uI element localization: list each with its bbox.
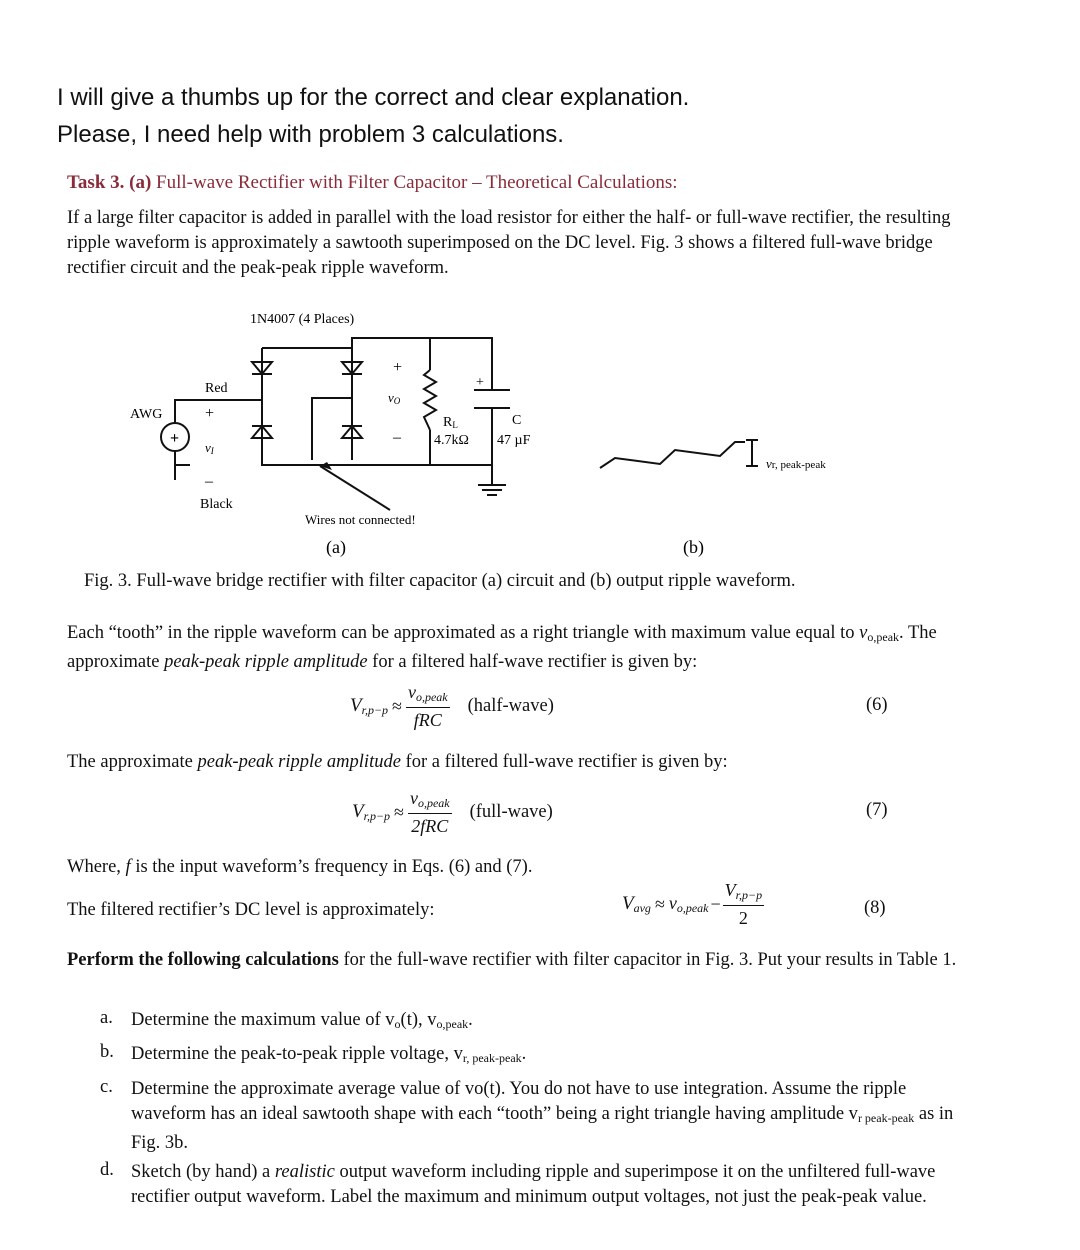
circuit-figure	[0, 290, 1080, 570]
ripple-paragraph: Each “tooth” in the ripple waveform can be approximated as a right triangle with maximum value equal to $v_{o,peak}$. The approximate peak-peak ripple amplitude for a filtered half-wave rectifier is given by:	[67, 623, 937, 672]
task-label: Task 3. (a)	[67, 172, 152, 193]
perform-paragraph: Perform the following calculations for the full-wave rectifier with filter capacitor in Fig. 3. Put your results in Table 1.	[67, 950, 957, 970]
subfigure-a-label: (a)	[326, 537, 346, 557]
source-plus: +	[170, 430, 180, 447]
intro-line-1: I will give a thumbs up for the correct and clear explanation.	[57, 84, 690, 111]
full-wave-paragraph: The approximate peak-peak ripple amplitude for a filtered full-wave rectifier is given by:	[67, 752, 728, 772]
task-title	[67, 172, 678, 194]
wires-note: Wires not connected!	[305, 512, 416, 527]
item-b-text: Determine the peak-to-peak ripple voltage, $v_{r, peak-peak}$.	[131, 1044, 527, 1065]
cap-plus: +	[476, 375, 484, 390]
item-b-letter: b.	[100, 1042, 114, 1062]
ripple-label: vr, peak-peak	[766, 456, 826, 471]
vi-label: vI	[205, 440, 214, 456]
c-value: 47 µF	[497, 433, 531, 448]
vo-label: vO	[388, 390, 401, 406]
rl-label: RL	[443, 415, 458, 430]
black-minus: –	[205, 473, 213, 490]
awg-label: AWG	[130, 407, 163, 422]
equation-6: $V_{r,p-p}$ ≈ $\frac{v_{o,peak}}{\text{fRC}}$ (half-wave)	[350, 682, 554, 730]
task-title-text: Full-wave Rectifier with Filter Capacitor – Theoretical Calculations:	[151, 172, 678, 193]
item-c-letter: c.	[100, 1077, 113, 1097]
equation-8: $V_{avg}$ ≈ $v_{o,peak}$ − $\frac{V_{r,p-p}}{2}$	[622, 880, 763, 928]
subfigure-b-label: (b)	[683, 537, 704, 557]
equation-7: $V_{r,p-p}$ ≈ $\frac{v_{o,peak}}{\text{2fRC}}$ (full-wave)	[352, 788, 553, 836]
ripple-waveform	[600, 442, 745, 468]
item-d-letter: d.	[100, 1160, 114, 1180]
item-d-text: Sketch (by hand) a realistic output waveform including ripple and superimpose it on the unfiltered full-wave rectifier output waveform. Label the maximum and minimum output voltages, not just the peak-peak value.	[131, 1162, 936, 1207]
rl-value: 4.7kΩ	[434, 433, 469, 448]
equation-8-number: (8)	[864, 898, 886, 918]
intro-paragraph: If a large filter capacitor is added in parallel with the load resistor for either the half- or full-wave rectifier, the resulting ripple waveform is approximately a sawtooth superimposed on the DC level. Fig. 3 shows a filtered full-wave bridge rectifier circuit and the peak-peak ripple waveform.	[67, 208, 951, 278]
intro-line-2: Please, I need help with problem 3 calculations.	[57, 121, 564, 148]
equation-7-number: (7)	[866, 800, 888, 820]
dc-level-lead: The filtered rectifier’s DC level is approximately:	[67, 900, 435, 920]
item-c-text: Determine the approximate average value of vo(t). You do not have to use integration. Assume the ripple waveform has an ideal sawtooth shape with each “tooth” being a right triangle having amplitude $v_{r peak-peak}$ as in Fig. 3b.	[131, 1079, 954, 1153]
c-label: C	[512, 413, 522, 428]
diode-label: 1N4007 (4 Places)	[250, 312, 355, 327]
red-label: Red	[205, 381, 228, 396]
red-plus: +	[205, 405, 215, 422]
item-a-text: Determine the maximum value of $v_o(t)$, $v_{o,peak}$.	[131, 1010, 473, 1031]
where-line: Where, f is the input waveform’s frequency in Eqs. (6) and (7).	[67, 857, 533, 877]
black-label: Black	[200, 497, 233, 512]
equation-6-number: (6)	[866, 695, 888, 715]
item-a-letter: a.	[100, 1008, 113, 1028]
figure-caption: Fig. 3. Full-wave bridge rectifier with filter capacitor (a) circuit and (b) output ripple waveform.	[84, 571, 796, 591]
vo-plus: +	[393, 359, 403, 376]
vo-minus: –	[393, 429, 401, 446]
